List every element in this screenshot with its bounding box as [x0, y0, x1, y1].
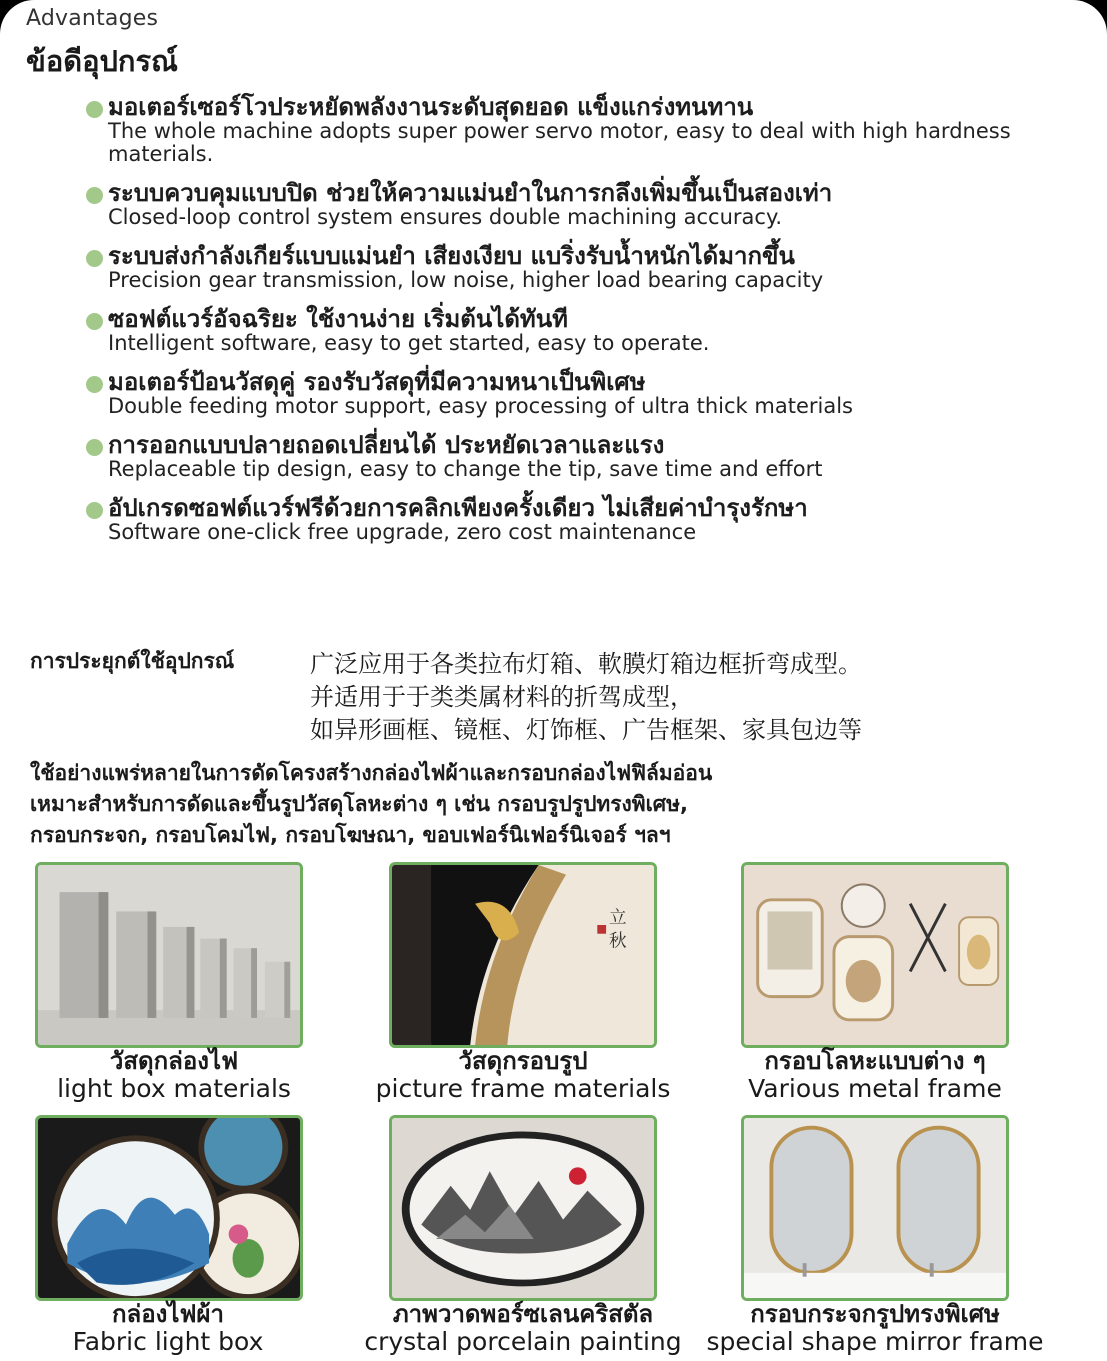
advantage-text-th: ระบบควบคุมแบบปิด ช่วยให้ความแม่นยำในการกลึงเพิ่มขึ้นเป็นสองเท่า: [108, 179, 833, 207]
caption-en: light box materials: [57, 1074, 291, 1103]
caption-th: ภาพวาดพอร์ซเลนคริสตัล: [392, 1300, 654, 1328]
bullet-dot-icon: [86, 313, 103, 330]
crystal-porcelain-painting-image: [389, 1115, 657, 1301]
fabric-light-box-image: [35, 1115, 303, 1301]
advantage-item: [86, 243, 1076, 292]
gallery-caption: [0, 1300, 348, 1356]
caption-th: กล่องไฟผ้า: [112, 1300, 224, 1328]
svg-text:秋: 秋: [609, 931, 627, 952]
advantage-text-th: มอเตอร์ป้อนวัสดุคู่ รองรับวัสดุที่มีความหนาเป็นพิเศษ: [108, 368, 646, 396]
caption-en: crystal porcelain painting: [364, 1327, 682, 1356]
advantage-text-en: Precision gear transmission, low noise, higher load bearing capacity: [108, 268, 824, 292]
advantages-title-th: ข้อดีอุปกรณ์: [26, 44, 178, 78]
advantage-text-en: Software one-click free upgrade, zero cost maintenance: [108, 520, 697, 544]
application-cn-text: [310, 648, 862, 747]
advantage-text-th: อัปเกรดซอฟต์แวร์ฟรีด้วยการคลิกเพียงครั้งเดียว ไม่เสียค่าบำรุงรักษา: [108, 494, 808, 522]
advantage-item: [86, 306, 1076, 355]
application-label: การประยุกต์ใช้อุปกรณ์: [30, 649, 235, 673]
caption-th: วัสดุกล่องไฟ: [109, 1047, 239, 1075]
caption-th: วัสดุกรอบรูป: [458, 1047, 588, 1075]
application-th-line: เหมาะสำหรับการดัดและขึ้นรูปวัสดุโลหะต่าง ๆ เช่น กรอบรูปรูปทรงพิเศษ,: [30, 792, 688, 816]
gallery-caption: [695, 1047, 1055, 1103]
advantage-item: [86, 432, 1076, 481]
advantage-text-en: Double feeding motor support, easy processing of ultra thick materials: [108, 394, 853, 418]
advantage-item: [86, 94, 1076, 166]
caption-en: picture frame materials: [375, 1074, 671, 1103]
bullet-dot-icon: [86, 187, 103, 204]
picture-frame-materials-image: [389, 862, 657, 1048]
advantage-text-en: The whole machine adopts super power servo motor, easy to deal with high hardness materials.: [108, 119, 1011, 166]
advantage-item: [86, 369, 1076, 418]
advantage-item: [86, 495, 1076, 544]
gallery-caption: [695, 1300, 1055, 1356]
caption-en: Fabric light box: [72, 1327, 264, 1356]
advantage-item: [86, 180, 1076, 229]
application-cn-line: 并适用于于类类属材料的折驾成型，: [310, 683, 694, 711]
advantage-text-th: มอเตอร์เซอร์โวประหยัดพลังงานระดับสุดยอด แข็งแกร่งทนทาน: [108, 93, 754, 121]
bullet-dot-icon: [86, 502, 103, 519]
application-cn-line: 广泛应用于各类拉布灯箱、軟膜灯箱边框折弯成型。: [310, 650, 862, 678]
bullet-dot-icon: [86, 376, 103, 393]
gallery-caption: [343, 1047, 703, 1103]
caption-th: กรอบโลหะแบบต่าง ๆ: [764, 1047, 986, 1075]
caption-th: กรอบกระจกรูปทรงพิเศษ: [750, 1300, 1000, 1328]
advantages-list: [86, 94, 1076, 558]
caption-en: special shape mirror frame: [706, 1327, 1044, 1356]
caption-en: Various metal frame: [748, 1074, 1002, 1103]
advantage-text-th: ซอฟต์แวร์อัจฉริยะ ใช้งานง่าย เริ่มต้นได้ทันที: [108, 305, 568, 333]
advantage-text-en: Intelligent software, easy to get started, easy to operate.: [108, 331, 710, 355]
advantage-text-th: การออกแบบปลายถอดเปลี่ยนได้ ประหยัดเวลาและแรง: [108, 431, 665, 459]
application-th-line: ใช้อย่างแพร่หลายในการดัดโครงสร้างกล่องไฟผ้าและกรอบกล่องไฟฟิล์มอ่อน: [30, 761, 713, 785]
gallery-caption: [0, 1047, 354, 1103]
application-cn-line: 如异形画框、镜框、灯饰框、广告框架、家具包边等: [310, 716, 862, 744]
light-box-materials-image: [35, 862, 303, 1048]
various-metal-frame-image: [741, 862, 1009, 1048]
advantage-text-en: Closed-loop control system ensures double machining accuracy.: [108, 205, 783, 229]
bullet-dot-icon: [86, 101, 103, 118]
gallery-caption: [343, 1300, 703, 1356]
application-th-text: [30, 758, 712, 851]
bullet-dot-icon: [86, 439, 103, 456]
svg-text:立: 立: [609, 908, 627, 929]
advantage-text-en: Replaceable tip design, easy to change the tip, save time and effort: [108, 457, 823, 481]
advantages-title-en: Advantages: [26, 6, 159, 31]
bullet-dot-icon: [86, 250, 103, 267]
application-th-line: กรอบกระจก, กรอบโคมไฟ, กรอบโฆษณา, ขอบเฟอร์นิเฟอร์นิเจอร์ ฯลฯ: [30, 823, 671, 847]
special-shape-mirror-frame-image: [741, 1115, 1009, 1301]
advantage-text-th: ระบบส่งกำลังเกียร์แบบแม่นยำ เสียงเงียบ แบริ่งรับน้ำหนักได้มากขึ้น: [108, 242, 795, 270]
